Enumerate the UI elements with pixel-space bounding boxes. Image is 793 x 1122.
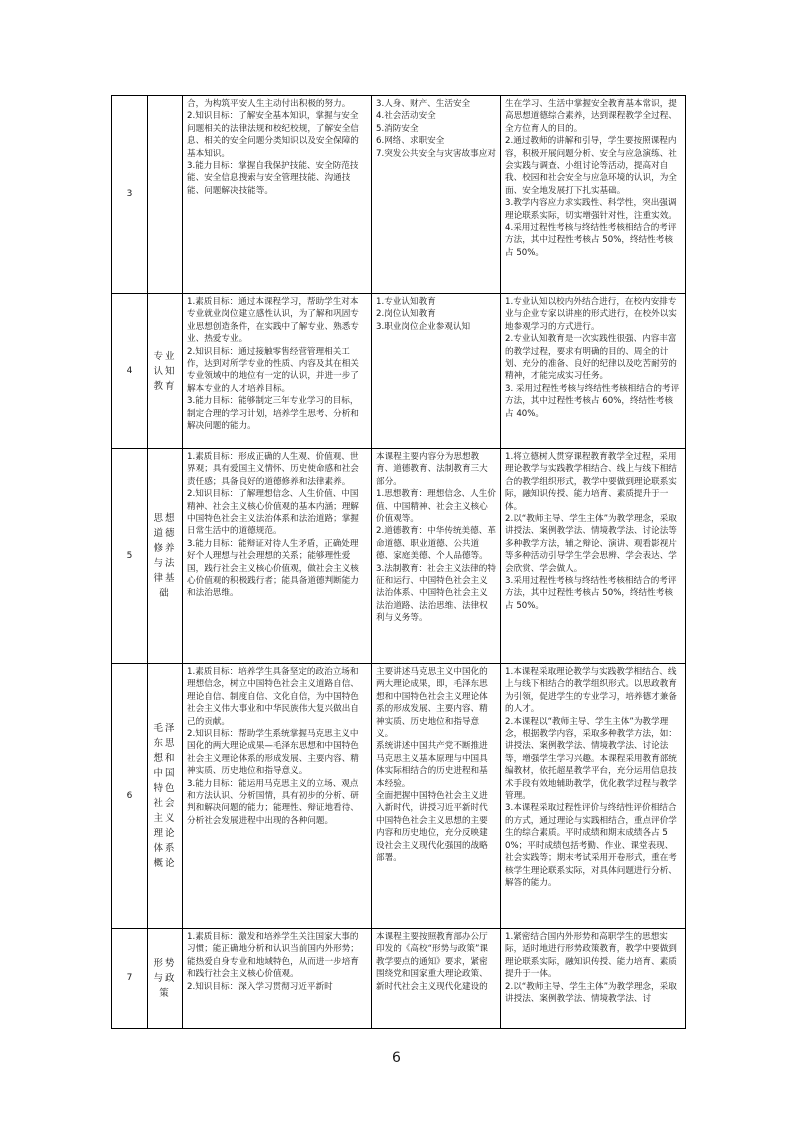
course-content-item: 主要讲述马克思主义中国化的两大理论成果，即，毛泽东思想和中国特色社会主义理论体系的形成发展、主要内容、精神实质、历史地位和指导意义。 [376, 667, 488, 740]
course-goals-cell [183, 96, 372, 294]
course-goals-item: 1.素质目标：通过本课程学习，帮助学生对本专业就业岗位建立感性认识，为了解和巩固专业思想创造条件，在实践中了解专业、熟悉专业、热爱专业。 [187, 297, 359, 345]
table-row [112, 929, 686, 1029]
course-method-item: 2.专业认知教育是一次实践性很强、内容丰富的教学过程，要求有明确的目的、周全的计划、充分的准备、良好的纪律以及吃苦耐劳的精神，才能完成实习任务。 [505, 334, 677, 382]
course-method-item: 1.紧密结合国内外形势和高职学生的思想实际，适时地进行形势政策教育，教学中要做到理论联系实际，融知识传授、能力培育、素质提升于一体。 [505, 932, 677, 980]
table-row [112, 449, 686, 664]
course-goals-item: 2.知识目标：了解理想信念、人生价值、中国精神、社会主义核心价值观的基本内涵；理解中国特色社会主义法治体系和法治道路；掌握日常生活中的道德规范。 [187, 489, 359, 537]
course-goals-item: 2.知识目标：帮助学生系统掌握马克思主义中国化的两大理论成果—毛泽东思想和中国特色社会主义理论体系的形成发展、主要内容、精神实质、历史地位和指导意义。 [187, 729, 359, 777]
course-method-cell [501, 96, 686, 294]
row-number: 7 [112, 929, 148, 1029]
course-method-cell [501, 449, 686, 664]
table-row [112, 96, 686, 294]
course-name: 形势与政策 [148, 929, 183, 1029]
course-content-item: 7.突发公共安全与灾害故事应对 [376, 148, 496, 159]
course-content-item: 全面把握中国特色社会主义进入新时代，讲授习近平新时代中国特色社会主义思想的主要内容和历史地位，充分反映建设社会主义现代化强国的战略部署。 [376, 791, 488, 864]
course-method-cell [501, 294, 686, 449]
course-goals-item: 2.知识目标：了解安全基本知识，掌握与安全问题相关的法律法规和校纪校规，了解安全信息、相关的安全问题分类知识以及安全保障的基本知识。 [187, 111, 359, 159]
course-method-item: 3.教学内容应力求实践性、科学性，突出强调理论联系实际，切实增强针对性，注重实效。 [505, 198, 677, 221]
course-method-item: 2.以“教师主导、学生主体”为教学理念，采取讲授法、案例教学法、情境教学法、讨 [505, 981, 677, 1005]
course-method-item: 2.本课程以“教师主导、学生主体”为教学理念，根据教学内容，采取多种教学方法，如：讲授法、案例教学法、情境教学法、讨论法等，增强学生学习兴趣。本课程采用教育部统编教材，依托超星教学平台，充分运用信息技术手段有效地辅助教学，优化教学过程与教学管理。 [505, 716, 677, 802]
course-content-item: 1.专业认知教育 [376, 297, 436, 307]
course-content-item: 本课程主要按照教育部办公厅印发的《高校“形势与政策”课教学要点的通知》要求，紧密围绕党和国家重大理论政策、新时代社会主义现代化建设的 [376, 932, 489, 992]
course-goals-item: 3.能力目标：掌握自我保护技能、安全防范技能、安全信息搜索与安全管理技能、沟通技能、问题解决技能等。 [187, 161, 359, 196]
course-content-item: 2.道德教育：中华传统美德、革命道德、职业道德、公共道德、家庭美德、个人品德等。 [376, 526, 496, 562]
row-number: 4 [112, 294, 148, 449]
course-content-item: 4.社会活动安全 [376, 111, 436, 122]
course-method-item: 2.以“教师主导、学生主体”为教学理念，采取讲授法、案例教学法、情境教学法、讨论法等多种教学方法，辅之辩论、演讲、观看影视片等多种活动引导学生学会思辨、学会表达、学会欣赏、学会做人。 [505, 514, 677, 574]
course-content-item: 1.思想教育：理想信念、人生价值、中国精神、社会主义核心价值观等。 [376, 489, 496, 525]
row-number: 3 [112, 96, 148, 294]
course-name: 思想道德修养与法律基础 [148, 449, 183, 664]
course-method-cell [501, 664, 686, 929]
course-content-item: 6.网络、求职安全 [376, 136, 445, 147]
course-goals-cell [183, 664, 372, 929]
course-goals-item: 1.素质目标：培养学生具备坚定的政治立场和理想信念，树立中国特色社会主义道路自信、理论自信、制度自信、文化自信，为中国特色社会主义伟大事业和中华民族伟大复兴做出自己的贡献。 [187, 667, 359, 727]
course-content-cell [372, 294, 501, 449]
course-content-item: 系统讲述中国共产党不断推进马克思主义基本原理与中国具体实际相结合的历史进程和基本经验。 [376, 741, 488, 789]
table-row [112, 294, 686, 449]
course-method-item: 3. 采用过程性考核与终结性考核相结合的考评方法，其中过程性考核占 60%，终结性考核占 40%。 [505, 383, 680, 419]
course-content-cell [372, 96, 501, 294]
course-content-item: 3.法制教育：社会主义法律的特征和运行、中国特色社会主义法治体系、中国特色社会主义法治道路、法治思维、法律权利与义务等。 [376, 563, 496, 624]
course-goals-item: 2.知识目标：通过接触零售经营管理相关工作，达到对所学专业的性质、内容及其在相关专业领域中的地位有一定的认识，并进一步了解本专业的人才培养目标。 [187, 346, 359, 394]
course-name [148, 96, 183, 294]
course-method-item: 生在学习、生活中掌握安全教育基本常识，提高思想道德综合素养，达到课程教学全过程、全方位育人的目的。 [505, 99, 677, 134]
table-row [112, 664, 686, 929]
course-method-item: 1.本课程采取理论教学与实践教学相结合、线上与线下相结合的教学组织形式。以思政教育为引领，促进学生的专业学习，培养德才兼备的人才。 [505, 667, 677, 715]
course-content-item: 本课程主要内容分为思想教育、道德教育、法制教育三大部分。 [376, 452, 488, 487]
course-method-item: 4.采用过程性考核与终结性考核相结合的考评方法，其中过程性考核占 50%，终结性考核占 50%。 [505, 223, 677, 258]
curriculum-table [111, 95, 686, 1029]
course-content-item: 5.消防安全 [376, 123, 419, 134]
row-number: 5 [112, 449, 148, 664]
course-method-item: 2.通过教师的讲解和引导，学生要按照课程内容，积极开展问题分析、安全与应急演练、社会实践与调查、小组讨论等活动，提高对自我、校园和社会安全与应急环境的认识，为全面、安全地发展打下扎实基础。 [505, 136, 677, 196]
course-goals-item: 2.知识目标：深入学习贯彻习近平新时 [187, 981, 333, 992]
course-method-item: 3.本课程采取过程性评价与终结性评价相结合的方式，通过理论与实践相结合，重点评价学生的综合素质。平时成绩和期末成绩各占 50%；平时成绩包括考勤、作业、课堂表现、社会实践等；期末考试采用开卷形式，重在考核学生理论联系实际，对具体问题进行分析、解答的能力。 [505, 803, 677, 888]
course-goals-item: 3.能力目标：能辩证对待人生矛盾，正确处理好个人理想与社会理想的关系；能够理性爱国，践行社会主义核心价值观，做社会主义核心价值观的积极践行者；能具备道德判断能力和法治思维。 [187, 538, 359, 599]
course-method-item: 1.将立德树人贯穿课程教育教学全过程，采用理论教学与实践教学相结合、线上与线下相结合的教学组织形式，教学中要做到理论联系实际，融知识传授、能力培育、素质提升于一体。 [505, 452, 677, 512]
course-method-cell [501, 929, 686, 1029]
course-goals-cell [183, 294, 372, 449]
page-number: 6 [392, 1050, 401, 1066]
course-name: 毛泽东思想和中国特色社会主义理论体系概论 [148, 664, 183, 929]
course-content-item: 3.人身、财产、生活安全 [376, 99, 471, 109]
course-content-cell [372, 929, 501, 1029]
course-goals-cell [183, 449, 372, 664]
course-content-item: 3.职业岗位企业参观认知 [376, 321, 471, 332]
course-method-item: 3.采用过程性考核与终结性考核相结合的考评方法，其中过程性考核占 50%，终结性考核占 50%。 [505, 576, 677, 611]
course-content-item: 2.岗位认知教育 [376, 309, 436, 320]
course-content-cell [372, 449, 501, 664]
row-number: 6 [112, 664, 148, 929]
course-goals-item: 1.素质目标：形成正确的人生观、价值观、世界观；具有爱国主义情怀、历史使命感和社会责任感；具备良好的道德修养和法律素养。 [187, 452, 359, 487]
course-method-item: 1.专业认知以校内外结合进行，在校内安排专业与企业专家以讲座的形式进行，在校外以实地参观学习的方式进行。 [505, 297, 677, 332]
course-goals-item: 3.能力目标：能够制定三年专业学习的目标，制定合理的学习计划，培养学生思考、分析和解决问题的能力。 [187, 396, 359, 432]
course-name: 专业认知教育 [148, 294, 183, 449]
course-goals-item: 3.能力目标：能运用马克思主义的立场、观点和方法认识、分析国情，具有初步的分析、研判和解决问题的能力；能理性、辩证地看待、分析社会发展进程中出现的各种问题。 [187, 778, 359, 826]
course-goals-item: 1.素质目标：激发和培养学生关注国家大事的习惯；能正确地分析和认识当前国内外形势；能热爱自身专业和地域特色，从而进一步培育和践行社会主义核心价值观。 [187, 932, 359, 980]
course-content-cell [372, 664, 501, 929]
course-goals-cell [183, 929, 372, 1029]
course-goals-item: 合，为构筑平安人生主动付出积极的努力。 [187, 99, 351, 109]
